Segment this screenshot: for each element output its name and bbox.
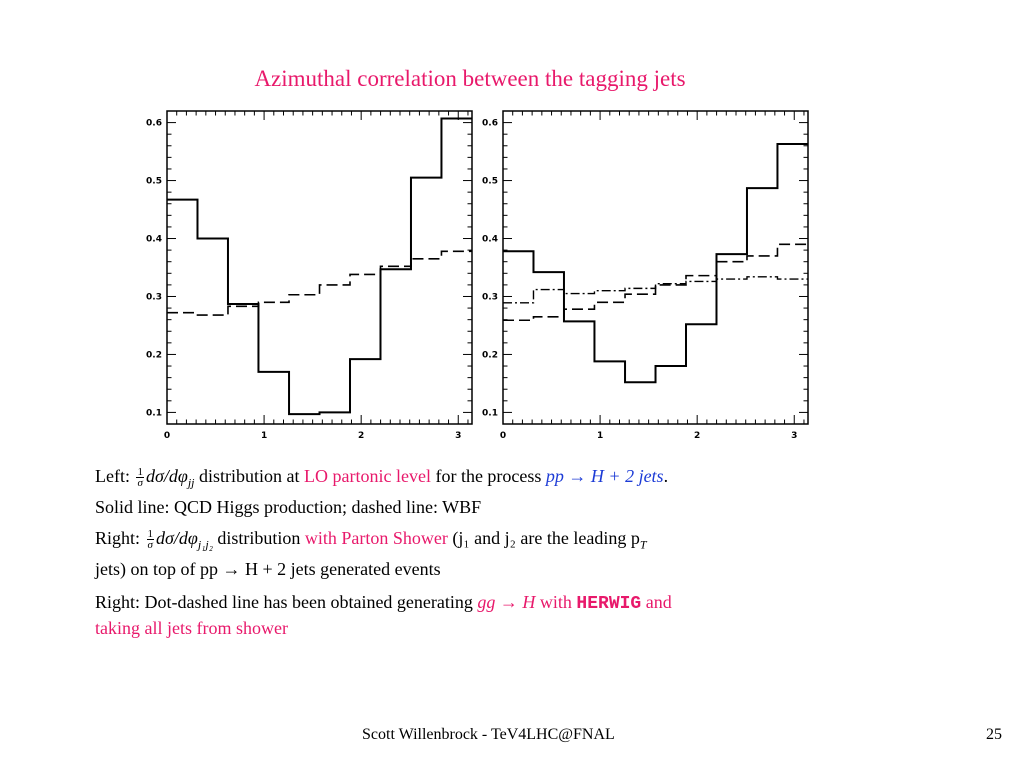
caption-text: Left: (95, 466, 135, 486)
caption-text: Right: (95, 528, 145, 548)
highlight-and: and (641, 592, 672, 612)
fraction (136, 467, 144, 488)
slide-title: Azimuthal correlation between the tagging jets (254, 66, 686, 91)
left-y-tick-label: 0.4 (146, 234, 162, 245)
right-series-dashed (503, 244, 808, 320)
left-y-tick-label: 0.3 (146, 292, 162, 303)
caption-text: distribution (212, 528, 305, 548)
page-number: 25 (986, 726, 1002, 743)
caption-right-1-line2: jets) on top of pp → H + 2 jets generated events (95, 558, 441, 579)
right-x-tick-label: 0 (499, 431, 507, 441)
highlight-lo-partonic: LO partonic level (304, 466, 431, 486)
left-x-tick-label: 2 (358, 431, 365, 441)
left-x-tick-label: 0 (163, 431, 171, 441)
caption-text: for the process (430, 466, 546, 486)
caption-left (95, 464, 885, 519)
left-series-dashed (167, 251, 472, 315)
process-expression: pp → H + 2 jets (545, 466, 664, 486)
right-series-solid (503, 144, 808, 382)
caption-left-line2: Solid line: QCD Higgs production; dashed line: WBF (95, 496, 482, 517)
right-x-tick-label: 1 (596, 431, 604, 441)
right-y-tick-label: 0.6 (482, 118, 498, 129)
fraction-denominator: σ (137, 477, 143, 490)
left-x-tick-label: 1 (260, 431, 268, 441)
right-y-tick-label: 0.4 (482, 234, 498, 245)
footer-credit: Scott Willenbrock - TeV4LHC@FNAL (362, 726, 615, 743)
math-subscript: j₁j₂ (197, 537, 213, 552)
right-x-tick-label: 3 (791, 431, 798, 441)
caption-text: distribution at (194, 466, 304, 486)
fraction (147, 529, 155, 550)
left-y-tick-label: 0.6 (146, 118, 162, 129)
caption-right-1 (95, 526, 885, 581)
caption-right-2 (95, 590, 885, 640)
left-y-tick-label: 0.2 (146, 350, 162, 361)
highlight-herwig: HERWIG (576, 594, 642, 614)
caption-right-2-line2: taking all jets from shower (95, 618, 288, 638)
right-histogram (472, 106, 816, 441)
fraction-numerator: 1 (147, 528, 154, 541)
highlight-parton-shower: with Parton Shower (304, 528, 448, 548)
math-subscript: jj (187, 475, 195, 490)
left-y-tick-label: 0.5 (146, 176, 162, 187)
fraction-numerator: 1 (137, 466, 143, 479)
left-x-tick-label: 3 (455, 431, 462, 441)
right-y-tick-label: 0.5 (482, 176, 498, 187)
math-expression: dσ/dφ (156, 528, 198, 548)
math-subscript: T (639, 537, 647, 552)
right-x-tick-label: 2 (694, 431, 701, 441)
left-plot-frame (167, 111, 472, 424)
caption-left-line1 (95, 464, 885, 495)
right-histogram-svg (472, 106, 816, 441)
left-series-solid (167, 119, 472, 415)
math-expression: dσ/dφ (145, 466, 188, 486)
left-histogram-svg (136, 106, 480, 441)
fraction-denominator: σ (147, 539, 153, 552)
highlight-with: with (535, 592, 577, 612)
caption-text: . (663, 466, 669, 486)
left-histogram (136, 106, 480, 441)
right-y-tick-label: 0.2 (482, 350, 498, 361)
caption-text: Right: Dot-dashed line has been obtained generating (95, 592, 478, 612)
caption-right-2-line1 (95, 590, 885, 616)
right-y-tick-label: 0.3 (482, 292, 498, 303)
left-y-tick-label: 0.1 (146, 408, 162, 419)
highlight-gg-higgs: gg → H (477, 592, 536, 612)
caption-text: (j₁ and j₂ are the leading p (447, 528, 640, 548)
caption-right-1-line1 (95, 526, 885, 557)
right-y-tick-label: 0.1 (482, 408, 498, 419)
